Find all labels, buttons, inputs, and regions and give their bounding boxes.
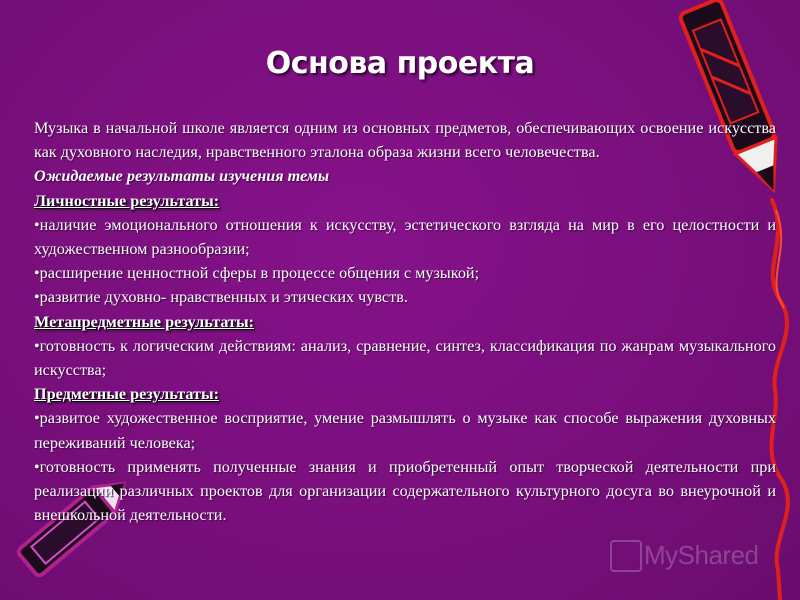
- list-item: •наличие эмоционального отношения к искусству, эстетического взгляда на мир в его целостности и художественном разнообразии;: [34, 215, 776, 259]
- list-item: •готовность к логическим действиям: анализ, сравнение, синтез, классификация по жанрам музыкального искусства;: [34, 336, 776, 380]
- section-heading-subject: Предметные результаты:: [34, 385, 219, 404]
- list-item: •расширение ценностной сферы в процессе общения с музыкой;: [34, 264, 480, 283]
- watermark-icon: [610, 540, 642, 572]
- list-item: •развитое художественное восприятие, умение размышлять о музыке как способе выражения духовных переживаний человека;: [34, 409, 776, 452]
- list-item: •развитие духовно- нравственных и этических чувств.: [34, 288, 408, 307]
- slide-title: Основа проекта: [265, 46, 535, 81]
- section-heading-metasubject: Метапредметные результаты:: [34, 312, 254, 331]
- list-item: •готовность применять полученные знания и приобретенный опыт творческой деятельности при реализации различных проектов для организации содержательного культурного досуга во внеурочной и внешкольной деятельности.: [34, 457, 776, 525]
- section-heading-personal: Личностные результаты:: [34, 191, 220, 210]
- intro-paragraph: Музыка в начальной школе является одним из основных предметов, обеспечивающих освоение искусства как духовного наследия, нравственного эталона образа жизни всего человечества.: [34, 119, 776, 162]
- expected-results-heading: Ожидаемые результаты изучения темы: [34, 167, 330, 186]
- slide-content: [34, 116, 776, 527]
- watermark: MyShared: [644, 540, 759, 570]
